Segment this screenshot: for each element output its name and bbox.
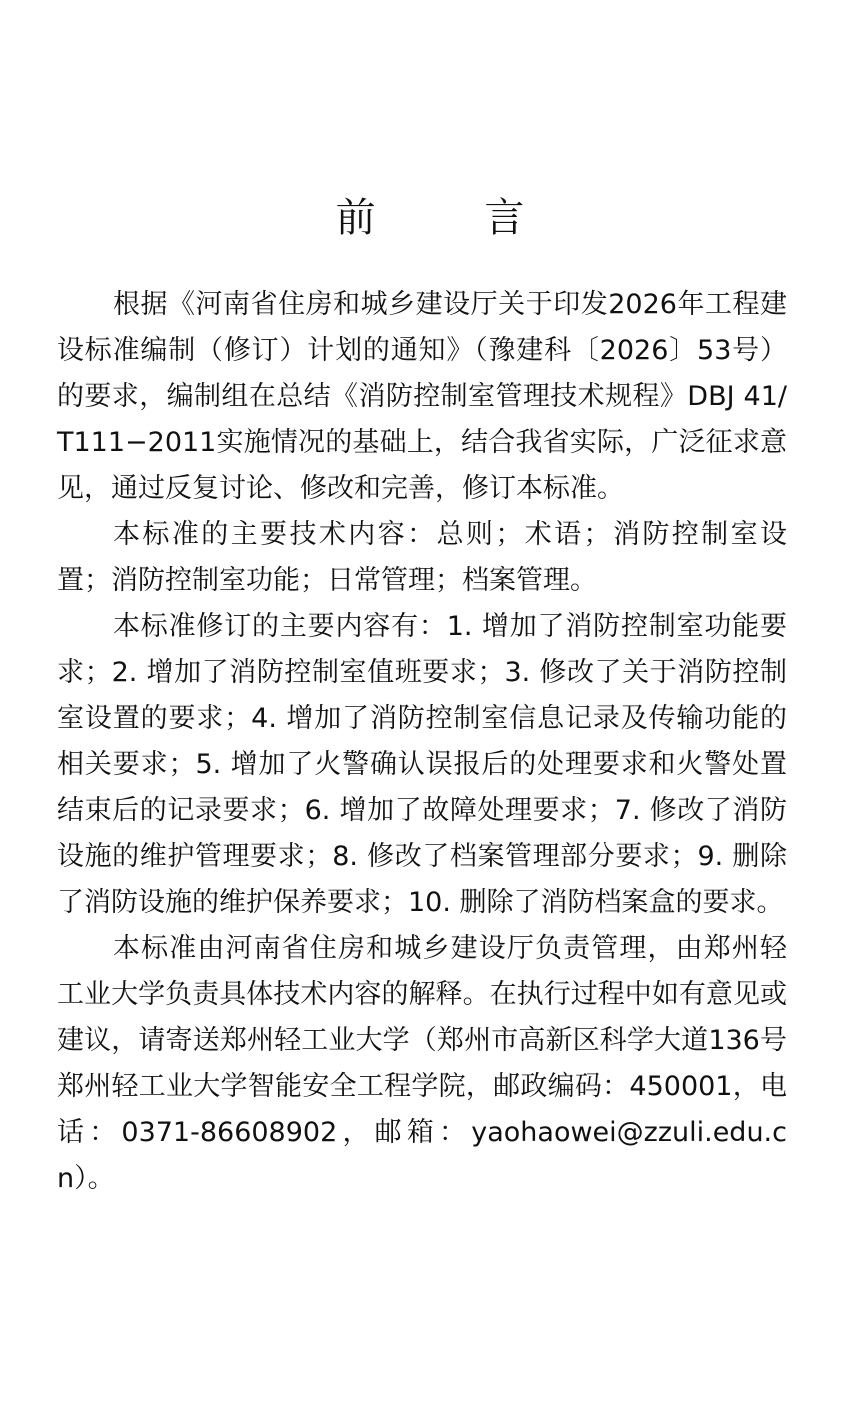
paragraph-basis: 根据《河南省住房和城乡建设厅关于印发2026年工程建设标准编制（修订）计划的通知》（豫建科〔2026〕53号）的要求，编制组在总结《消防控制室管理技术规程》DBJ 41/T111−2011实施情况的基础上，结合我省实际，广泛征求意见，通过反复讨论、修改和完善，修订本标准。 [57,289,787,504]
document-body [57,282,787,1202]
page-title: 前 言 [335,195,573,241]
paragraph-main-content: 本标准的主要技术内容：总则；术语；消防控制室设置；消防控制室功能；日常管理；档案管理。 [57,519,787,596]
paragraph-contact: 本标准由河南省住房和城乡建设厅负责管理，由郑州轻工业大学负责具体技术内容的解释。在执行过程中如有意见或建议，请寄送郑州轻工业大学（郑州市高新区科学大道136号郑州轻工业大学智能安全工程学院，邮政编码：450001，电话：0371-86608902，邮箱：yaohaowei@zzuli.edu.cn）。 [57,933,787,1194]
paragraph-revisions: 本标准修订的主要内容有：1. 增加了消防控制室功能要求；2. 增加了消防控制室值班要求；3. 修改了关于消防控制室设置的要求；4. 增加了消防控制室信息记录及传输功能的相关要求；5. 增加了火警确认误报后的处理要求和火警处置结束后的记录要求；6. 增加了故障处理要求；7. 修改了消防设施的维护管理要求；8. 修改了档案管理部分要求；9. 删除了消防设施的维护保养要求；10. 删除了消防档案盒的要求。 [57,611,787,918]
